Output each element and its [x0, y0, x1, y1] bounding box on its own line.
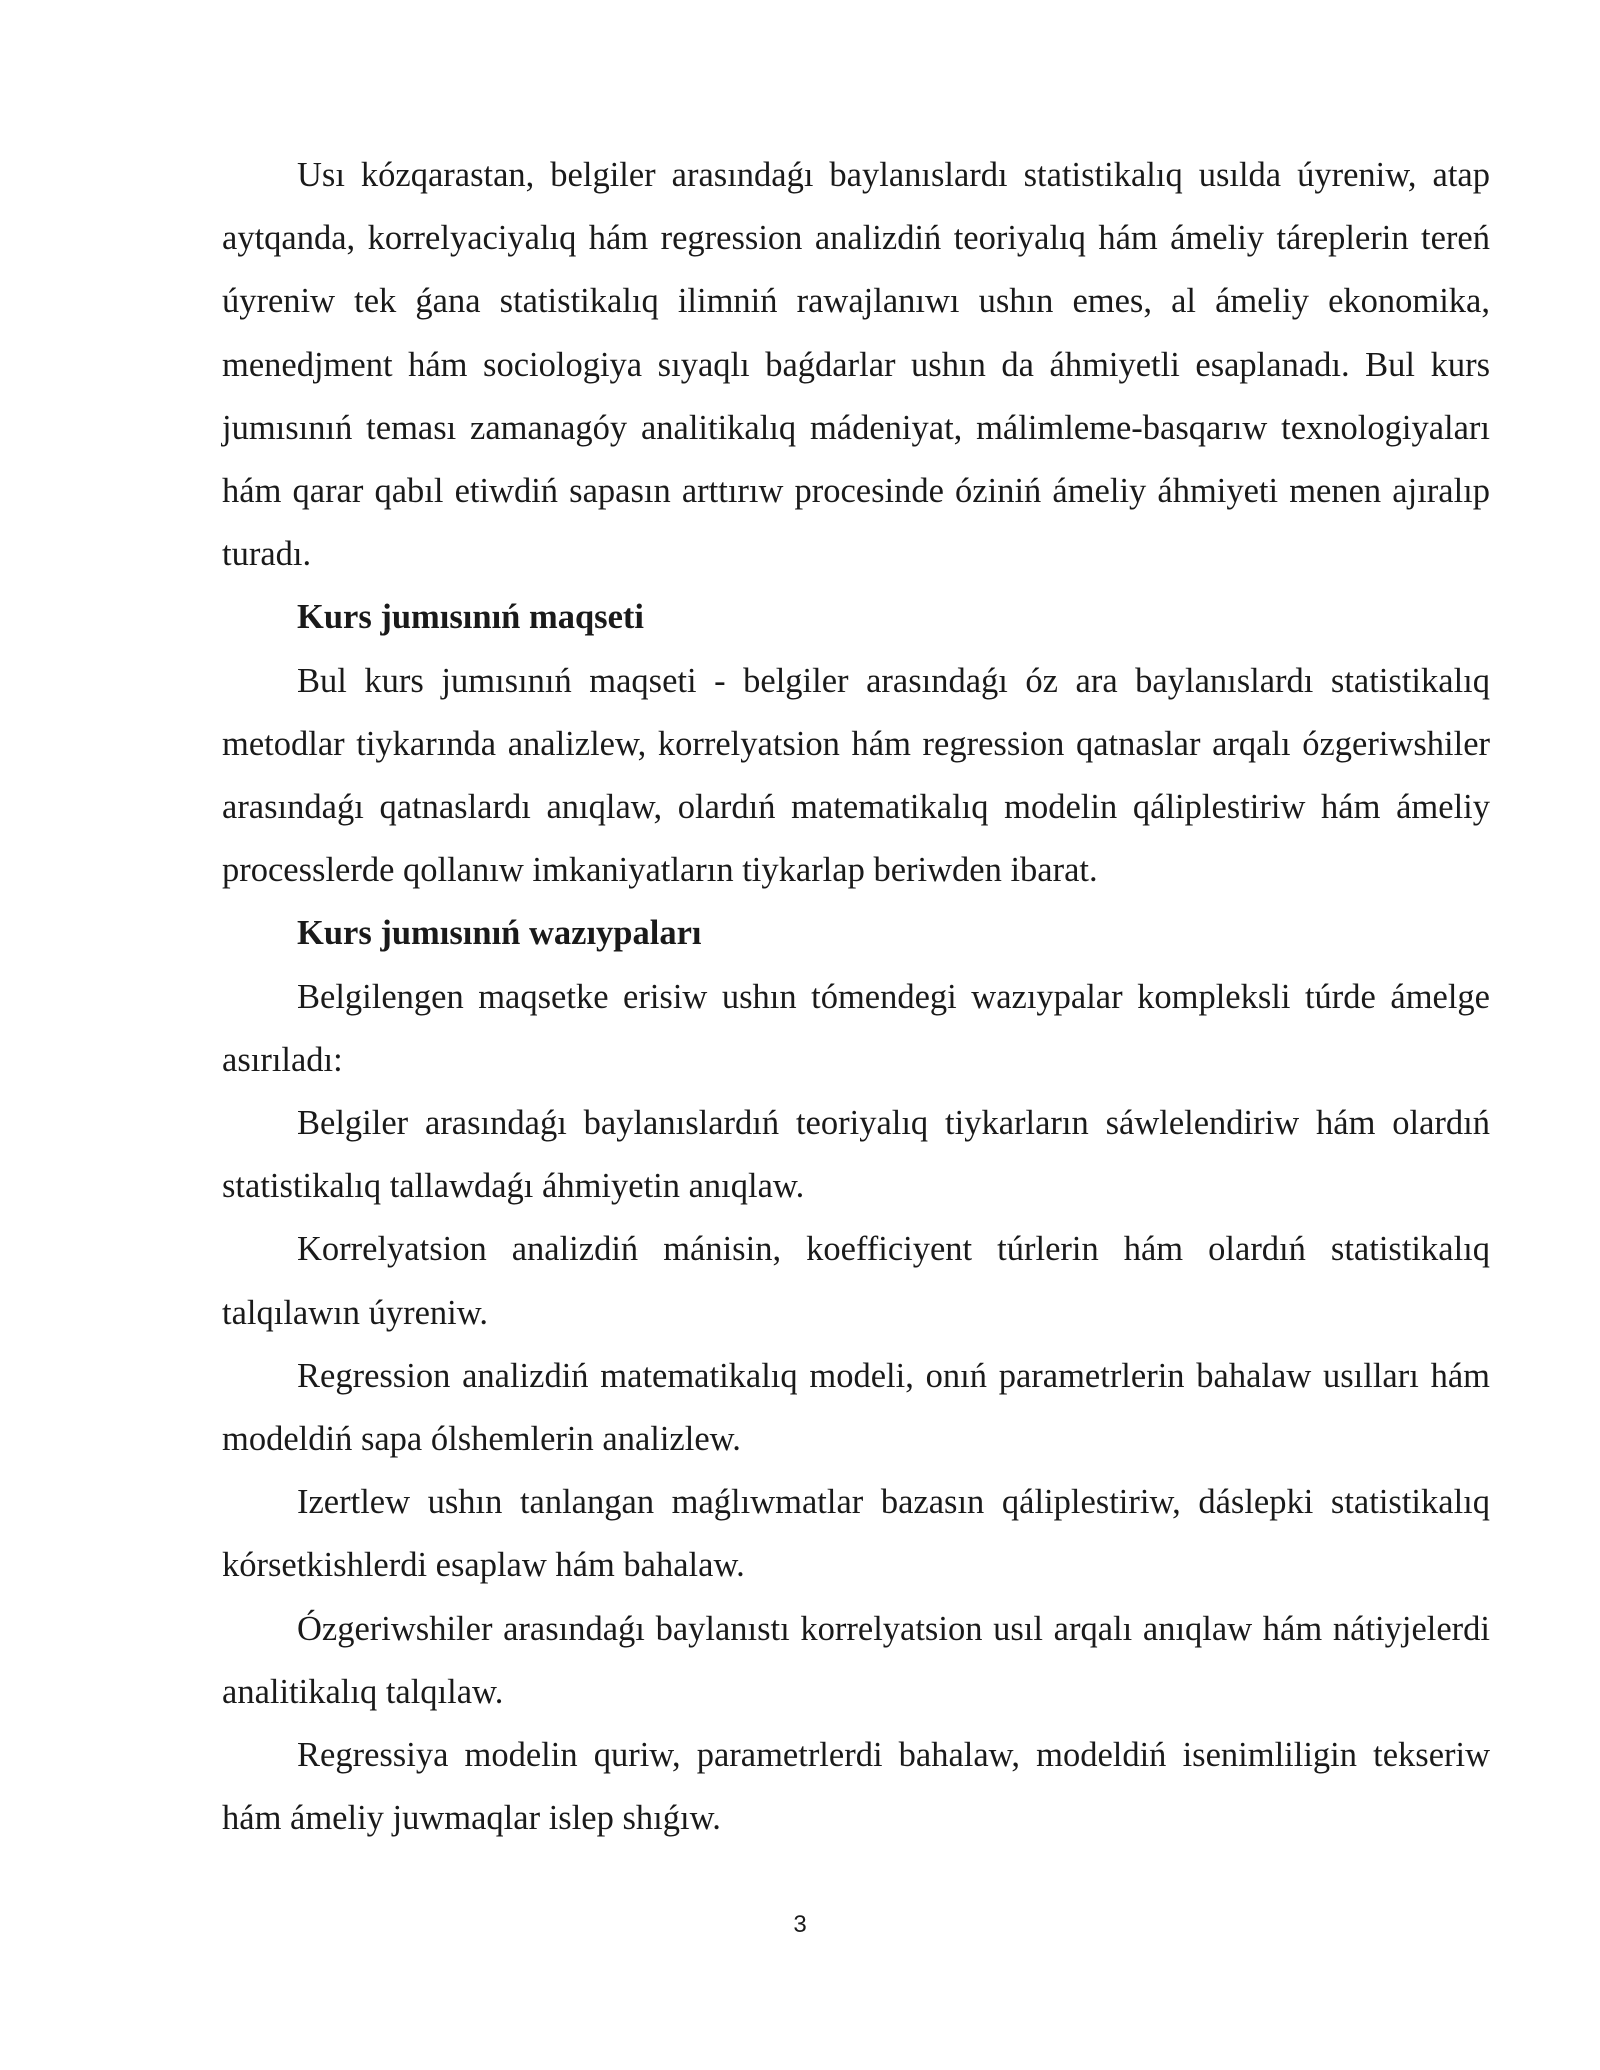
task-item: Belgiler arasındaǵı baylanıslardıń teoriyalıq tiykarların sáwlelendiriw hám olardıń statistikalıq tallawdaǵı áhmiyetin anıqlaw.	[222, 1104, 1490, 1206]
page-body	[222, 144, 1490, 1850]
task-item: Korrelyatsion analizdiń mánisin, koefficiyent túrlerin hám olardıń statistikalıq talqılawın úyreniw.	[222, 1230, 1490, 1332]
goal-heading: Kurs jumısınıń maqseti	[297, 598, 644, 637]
intro-paragraph: Usı kózqarastan, belgiler arasındaǵı baylanıslardı statistikalıq usılda úyreniw, atap aytqanda, korrelyaciyalıq hám regression analizdiń teoriyalıq hám ámeliy táreplerin tereń úyreniw tek ǵana statistikalıq ilimniń rawajlanıwı ushın emes, al ámeliy ekonomika, menedjment hám sociologiya sıyaqlı baǵdarlar ushın da áhmiyetli esaplanadı. Bul kurs jumısınıń teması zamanagóy analitikalıq mádeniyat, málimleme-basqarıw texnologiyaları hám qarar qabıl etiwdiń sapasın arttırıw procesinde óziniń ámeliy áhmiyeti menen ajıralıp turadı.	[222, 156, 1490, 574]
task-item: Regression analizdiń matematikalıq modeli, onıń parametrlerin bahalaw usılları hám modeldiń sapa ólshemlerin analizlew.	[222, 1356, 1490, 1459]
page-number: 3	[793, 1911, 807, 1938]
goal-paragraph: Bul kurs jumısınıń maqseti - belgiler arasındaǵı óz ara baylanıslardı statistikalıq metodlar tiykarında analizlew, korrelyatsion hám regression qatnaslar arqalı ózgeriwshiler arasındaǵı qatnaslardı anıqlaw, olardıń matematikalıq modelin qáliplestiriw hám ámeliy processlerde qollanıw imkaniyatların tiykarlap beriwden ibarat.	[222, 661, 1490, 890]
task-item: Izertlew ushın tanlangan maǵlıwmatlar bazasın qáliplestiriw, dáslepki statistikalıq kórsetkishlerdi esaplaw hám bahalaw.	[222, 1483, 1490, 1585]
task-item: Regressiya modelin quriw, parametrlerdi bahalaw, modeldiń isenimliligin tekseriw hám ámeliy juwmaqlar islep shıǵıw.	[222, 1736, 1490, 1838]
tasks-heading: Kurs jumısınıń wazıypaları	[297, 914, 702, 953]
tasks-intro-paragraph: Belgilengen maqsetke erisiw ushın tómendegi wazıypalar kompleksli túrde ámelge asırıladı:	[222, 977, 1490, 1079]
task-item: Ózgeriwshiler arasındaǵı baylanıstı korrelyatsion usıl arqalı anıqlaw hám nátiyjelerdi analitikalıq talqılaw.	[222, 1609, 1490, 1711]
